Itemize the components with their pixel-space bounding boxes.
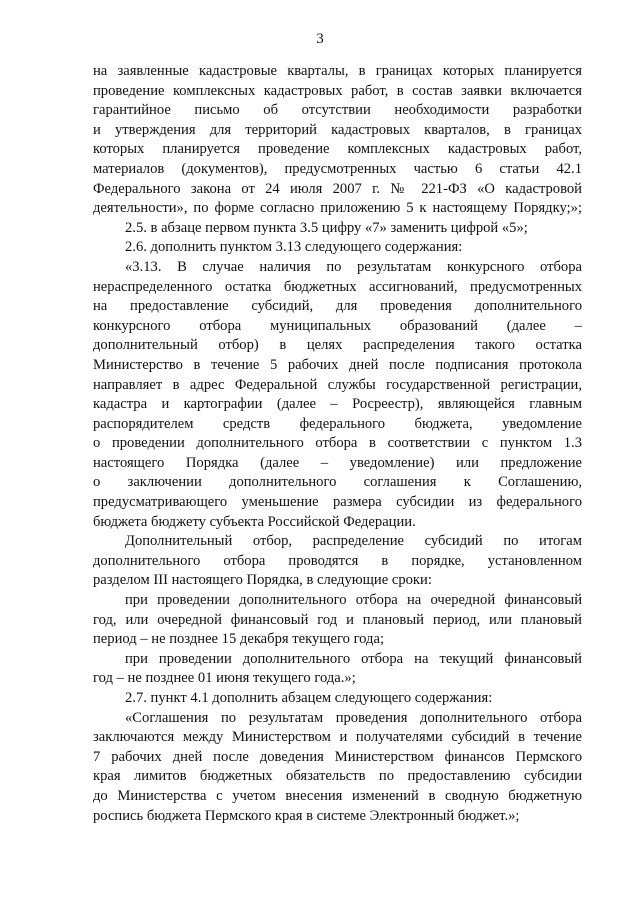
text-line: 7 рабочих дней после доведения Министерством финансов Пермского	[93, 748, 582, 765]
text-line: на предоставление субсидий, для проведения дополнительного	[93, 298, 582, 315]
text-line: гарантийное письмо об отсутствии необходимости разработки	[93, 102, 582, 119]
text-line: бюджета бюджету субъекта Российской Федерации.	[93, 513, 416, 530]
text-line: «Соглашения по результатам проведения дополнительного отбора	[125, 709, 582, 726]
text-line: «3.13. В случае наличия по результатам конкурсного отбора	[125, 258, 582, 275]
text-line: проведение комплексных кадастровых работ, в состав заявки включается	[93, 82, 582, 99]
page-number: 3	[316, 31, 324, 47]
text-line: на заявленные кадастровые кварталы, в границах которых планируется	[93, 63, 582, 79]
text-line: год, или очередной финансовый год и плановый период, или плановый	[93, 611, 582, 628]
text-line: деятельности», по форме согласно приложению 5 к настоящему Порядку;»;	[93, 200, 582, 217]
text-line: год – не позднее 01 июня текущего года.»;	[93, 670, 356, 687]
text-line: настоящего Порядка (далее – уведомление) или предложение	[93, 454, 582, 471]
text-line: 2.6. дополнить пунктом 3.13 следующего содержания:	[125, 239, 463, 256]
text-line: период – не позднее 15 декабря текущего года;	[93, 631, 385, 648]
text-line: Дополнительный отбор, распределение субсидий по итогам	[125, 533, 582, 550]
text-line: и утверждения для территорий кадастровых кварталов, в границах	[93, 121, 582, 138]
text-line: кадастра и картографии (далее – Росреестр), являющейся главным	[93, 396, 582, 413]
text-line: Министерство в течение 5 рабочих дней после подписания протокола	[93, 356, 582, 373]
text-line: при проведении дополнительного отбора на очередной финансовый	[125, 592, 582, 609]
text-line: дополнительного отбора проводятся в порядке, установленном	[93, 552, 582, 569]
text-line: предусматривающего уменьшение размера субсидии из федерального	[93, 494, 582, 511]
text-line: которых планируется проведение комплексных кадастровых работ,	[93, 141, 582, 158]
document-body	[93, 62, 582, 826]
text-line: материалов (документов), предусмотренных частью 6 статьи 42.1	[93, 160, 582, 177]
text-line: нераспределенного остатка бюджетных ассигнований, предусмотренных	[93, 278, 582, 295]
text-line: разделом III настоящего Порядка, в следующие сроки:	[93, 572, 432, 589]
text-line: при проведении дополнительного отбора на текущий финансовый	[125, 650, 582, 667]
text-line: края лимитов бюджетных обязательств по предоставлению субсидии	[93, 768, 582, 785]
text-line: до Министерства с учетом внесения изменений в сводную бюджетную	[93, 787, 582, 804]
text-line: роспись бюджета Пермского края в системе Электронный бюджет.»;	[93, 807, 520, 824]
text-line: дополнительный отбор) в целях распределения такого остатка	[93, 337, 582, 354]
text-line: Федерального закона от 24 июля 2007 г. № 221-ФЗ «О кадастровой	[93, 180, 582, 197]
text-line: заключаются между Министерством и получателями субсидий в течение	[93, 729, 582, 746]
text-line: конкурсного отбора муниципальных образований (далее –	[93, 317, 582, 334]
text-line: распорядителем средств федерального бюджета, уведомление	[93, 415, 582, 432]
text-line: о проведении дополнительного отбора в соответствии с пунктом 1.3	[93, 435, 582, 452]
text-line: о заключении дополнительного соглашения к Соглашению,	[93, 474, 582, 491]
text-line: 2.5. в абзаце первом пункта 3.5 цифру «7» заменить цифрой «5»;	[125, 219, 528, 236]
text-line: 2.7. пункт 4.1 дополнить абзацем следующего содержания:	[125, 690, 493, 706]
text-line: направляет в адрес Федеральной службы государственной регистрации,	[93, 376, 582, 393]
